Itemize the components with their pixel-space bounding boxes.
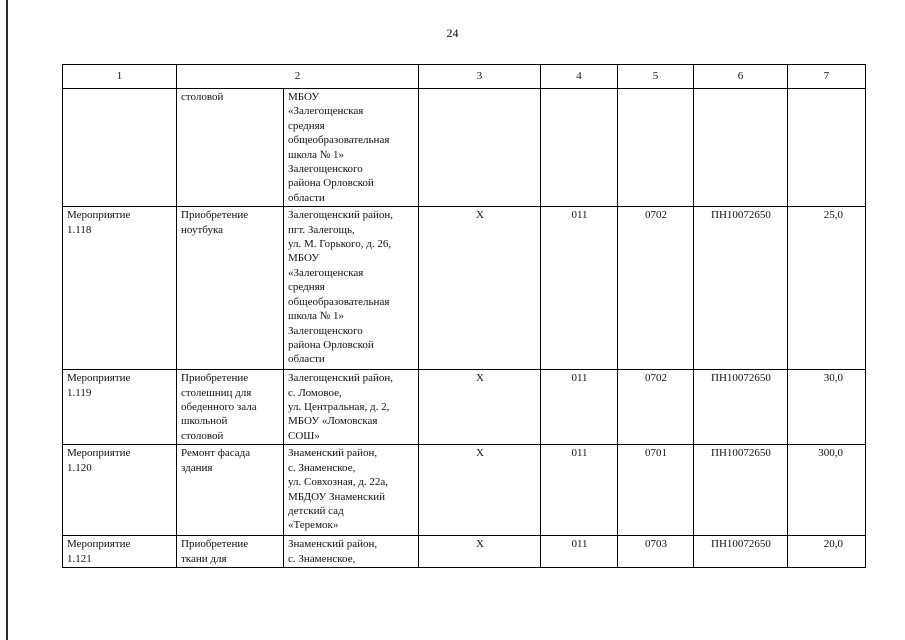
header-cell: 2	[177, 65, 419, 89]
subject-cell	[177, 207, 284, 370]
address-cell-line: района Орловской	[288, 338, 374, 351]
table-row	[63, 536, 866, 568]
address-cell-line: средняя	[288, 119, 325, 132]
address-cell	[284, 536, 419, 568]
address-cell-line: школа № 1»	[288, 310, 344, 323]
col5-cell: 0703	[618, 536, 694, 568]
address-cell-line: детский сад	[288, 504, 344, 517]
header-cell: 6	[694, 65, 788, 89]
col6-cell: ПН10072650	[694, 370, 788, 445]
col5-cell	[618, 89, 694, 207]
col3-cell: X	[419, 536, 541, 568]
header-cell: 1	[63, 65, 177, 89]
col6-cell: ПН10072650	[694, 445, 788, 536]
col4-cell	[541, 89, 618, 207]
address-cell-line: района Орловской	[288, 177, 374, 190]
col4-cell: 011	[541, 536, 618, 568]
address-cell-line: общеобразовательная	[288, 295, 390, 308]
address-cell-line: «Залегощенская	[288, 105, 364, 118]
table-row	[63, 207, 866, 370]
header-cell: 4	[541, 65, 618, 89]
address-cell-line: ул. Центральная, д. 2,	[288, 401, 390, 414]
subject-cell	[177, 445, 284, 536]
event-cell	[63, 445, 177, 536]
col4-cell: 011	[541, 370, 618, 445]
address-cell-line: области	[288, 353, 325, 366]
table-row	[63, 445, 866, 536]
address-cell-line: ул. М. Горького, д. 26,	[288, 238, 392, 251]
header-cell: 5	[618, 65, 694, 89]
address-cell-line: с. Знаменское,	[288, 552, 356, 565]
subject-cell	[177, 536, 284, 568]
address-cell-line: Знаменский район,	[288, 447, 378, 460]
subject-cell-line: столовой	[181, 91, 224, 103]
address-cell-line: Залегощенского	[288, 163, 363, 176]
address-cell-line: с. Ломовое,	[288, 386, 342, 399]
address-cell-line: «Залегощенская	[288, 266, 364, 279]
address-cell-line: Залегощенский район,	[288, 372, 393, 385]
address-cell	[284, 89, 419, 207]
col6-cell: ПН10072650	[694, 536, 788, 568]
address-cell-line: МБОУ	[288, 252, 320, 265]
event-cell-line: Мероприятие	[67, 372, 131, 385]
address-cell	[284, 370, 419, 445]
event-cell-line: Мероприятие	[67, 209, 131, 222]
address-cell-line: Залегощенского	[288, 324, 363, 337]
col6-cell: ПН10072650	[694, 207, 788, 370]
address-cell-line: ул. Совхозная, д. 22а,	[288, 476, 389, 489]
subject-cell-line: Приобретение	[181, 372, 249, 385]
col7-cell: 25,0	[788, 207, 866, 370]
event-cell-line: Мероприятие	[67, 538, 131, 551]
subject-cell-line: Ремонт фасада	[181, 447, 251, 460]
address-cell	[284, 207, 419, 370]
subject-cell-line: школьной	[181, 415, 228, 428]
address-cell-line: общеобразовательная	[288, 134, 390, 147]
col5-cell: 0702	[618, 207, 694, 370]
col5-cell: 0701	[618, 445, 694, 536]
col7-cell: 20,0	[788, 536, 866, 568]
address-cell-line: МБОУ «Ломовская	[288, 415, 378, 428]
address-cell-line: Залегощенский район,	[288, 209, 393, 222]
col4-cell: 011	[541, 445, 618, 536]
address-cell-line: СОШ»	[288, 429, 320, 442]
event-cell-line: 1.119	[67, 386, 92, 399]
subject-cell-line: ноутбука	[181, 223, 224, 236]
subject-cell	[177, 89, 284, 207]
event-cell	[63, 370, 177, 445]
scan-left-edge	[6, 0, 8, 640]
address-cell-line: МБОУ	[288, 91, 320, 103]
col7-cell: 300,0	[788, 445, 866, 536]
subject-cell	[177, 370, 284, 445]
event-cell	[63, 536, 177, 568]
event-cell-line: 1.121	[67, 552, 92, 565]
address-cell-line: пгт. Залегощь,	[288, 223, 355, 236]
subject-cell-line: ткани для	[181, 552, 227, 565]
subject-cell-line: Приобретение	[181, 538, 249, 551]
col4-cell: 011	[541, 207, 618, 370]
event-cell	[63, 207, 177, 370]
col3-cell: X	[419, 445, 541, 536]
col7-cell	[788, 89, 866, 207]
budget-table	[62, 64, 866, 568]
subject-cell-line: Приобретение	[181, 209, 249, 222]
event-cell-line: Мероприятие	[67, 447, 131, 460]
event-cell-line: 1.118	[67, 223, 92, 236]
event-cell-line: 1.120	[67, 461, 92, 474]
table-row	[63, 89, 866, 207]
address-cell-line: средняя	[288, 281, 325, 294]
header-cell: 7	[788, 65, 866, 89]
col5-cell: 0702	[618, 370, 694, 445]
address-cell-line: Знаменский район,	[288, 538, 378, 551]
col3-cell: X	[419, 370, 541, 445]
table-header-row	[63, 65, 866, 89]
col7-cell: 30,0	[788, 370, 866, 445]
subject-cell-line: здания	[181, 461, 213, 474]
address-cell-line: школа № 1»	[288, 148, 344, 161]
subject-cell-line: обеденного зала	[181, 401, 257, 414]
subject-cell-line: столешниц для	[181, 386, 252, 399]
subject-cell-line: столовой	[181, 429, 224, 442]
address-cell-line: «Теремок»	[288, 519, 339, 532]
address-cell	[284, 445, 419, 536]
col6-cell	[694, 89, 788, 207]
table-row	[63, 370, 866, 445]
address-cell-line: области	[288, 191, 325, 204]
address-cell-line: с. Знаменское,	[288, 461, 356, 474]
col3-cell	[419, 89, 541, 207]
event-cell	[63, 89, 177, 207]
address-cell-line: МБДОУ Знаменский	[288, 490, 386, 503]
page-number: 24	[446, 26, 459, 40]
col3-cell: X	[419, 207, 541, 370]
header-cell: 3	[419, 65, 541, 89]
